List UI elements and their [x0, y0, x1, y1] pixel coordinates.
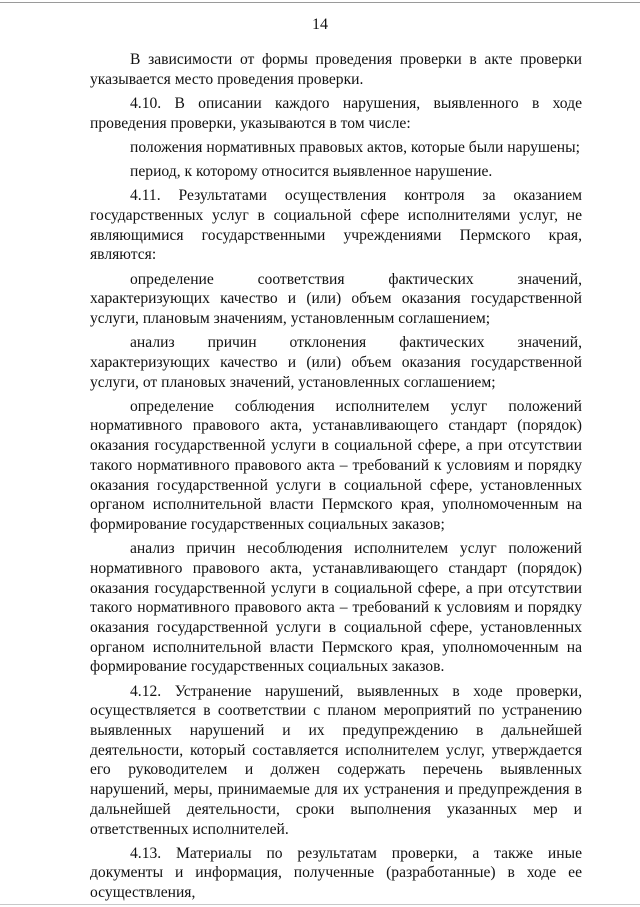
paragraph: анализ причин несоблюдения исполнителем услуг положений нормативного правового акта, устанавливающего стандарт (порядок) оказания государственной услуги в социальной сфере, а при отсутствии такого нормативного правового акта – требований к условиям и порядку оказания государственной услуги в социальной сфере, установленных органом исполнительной власти Пермского края, уполномоченным на формирование государственных социальных заказов. — [90, 540, 582, 676]
paragraph: определение соответствия фактических значений, характеризующих качество и (или) объем оказания государственной услуги, плановым значениям, установленным соглашением; — [90, 270, 582, 327]
paragraph: 4.12. Устранение нарушений, выявленных в ходе проверки, осуществляется в соответствии с планом мероприятий по устранению выявленных нарушений и их предупреждению в дальнейшей деятельности, который составляется исполнителем услуг, утверждается его руководителем и должен содержать перечень выявленных нарушений, меры, принимаемые для их устранения и предупреждения в дальнейшей деятельности, сроки выполнения указанных мер и ответственных исполнителей. — [90, 682, 582, 838]
paragraph: период, к которому относится выявленное нарушение. — [130, 163, 493, 181]
page-number: 14 — [312, 16, 328, 33]
paragraph: 4.13. Материалы по результатам проверки, а также иные документы и информация, полученные (разработанные) в ходе ее осуществления, — [90, 844, 582, 902]
paragraph: В зависимости от формы проведения проверки в акте проверки указывается место проведения проверки. — [90, 51, 582, 88]
paragraph: положения нормативных правовых актов, которые были нарушены; — [130, 138, 580, 156]
scan-top-edge — [0, 2, 640, 3]
document-body — [90, 50, 582, 907]
paragraph: 4.10. В описании каждого нарушения, выявленного в ходе проведения проверки, указываются в том числе: — [90, 94, 582, 132]
paragraph: анализ причин отклонения фактических значений, характеризующих качество и (или) объем оказания государственной услуги, от плановых значений, установленных соглашением; — [90, 334, 582, 391]
paragraph: 4.11. Результатами осуществления контроля за оказанием государственных услуг в социальной сфере исполнителями услуг, не являющимися государственными учреждениями Пермского края, являются: — [90, 187, 582, 264]
paragraph: определение соблюдения исполнителем услуг положений нормативного правового акта, устанавливающего стандарт (порядок) оказания государственной услуги в социальной сфере, а при отсутствии такого нормативного правового акта – требований к условиям и порядку оказания государственной услуги в социальной сфере, установленных органом исполнительной власти Пермского края, уполномоченным на формирование государственных социальных заказов; — [90, 397, 582, 533]
